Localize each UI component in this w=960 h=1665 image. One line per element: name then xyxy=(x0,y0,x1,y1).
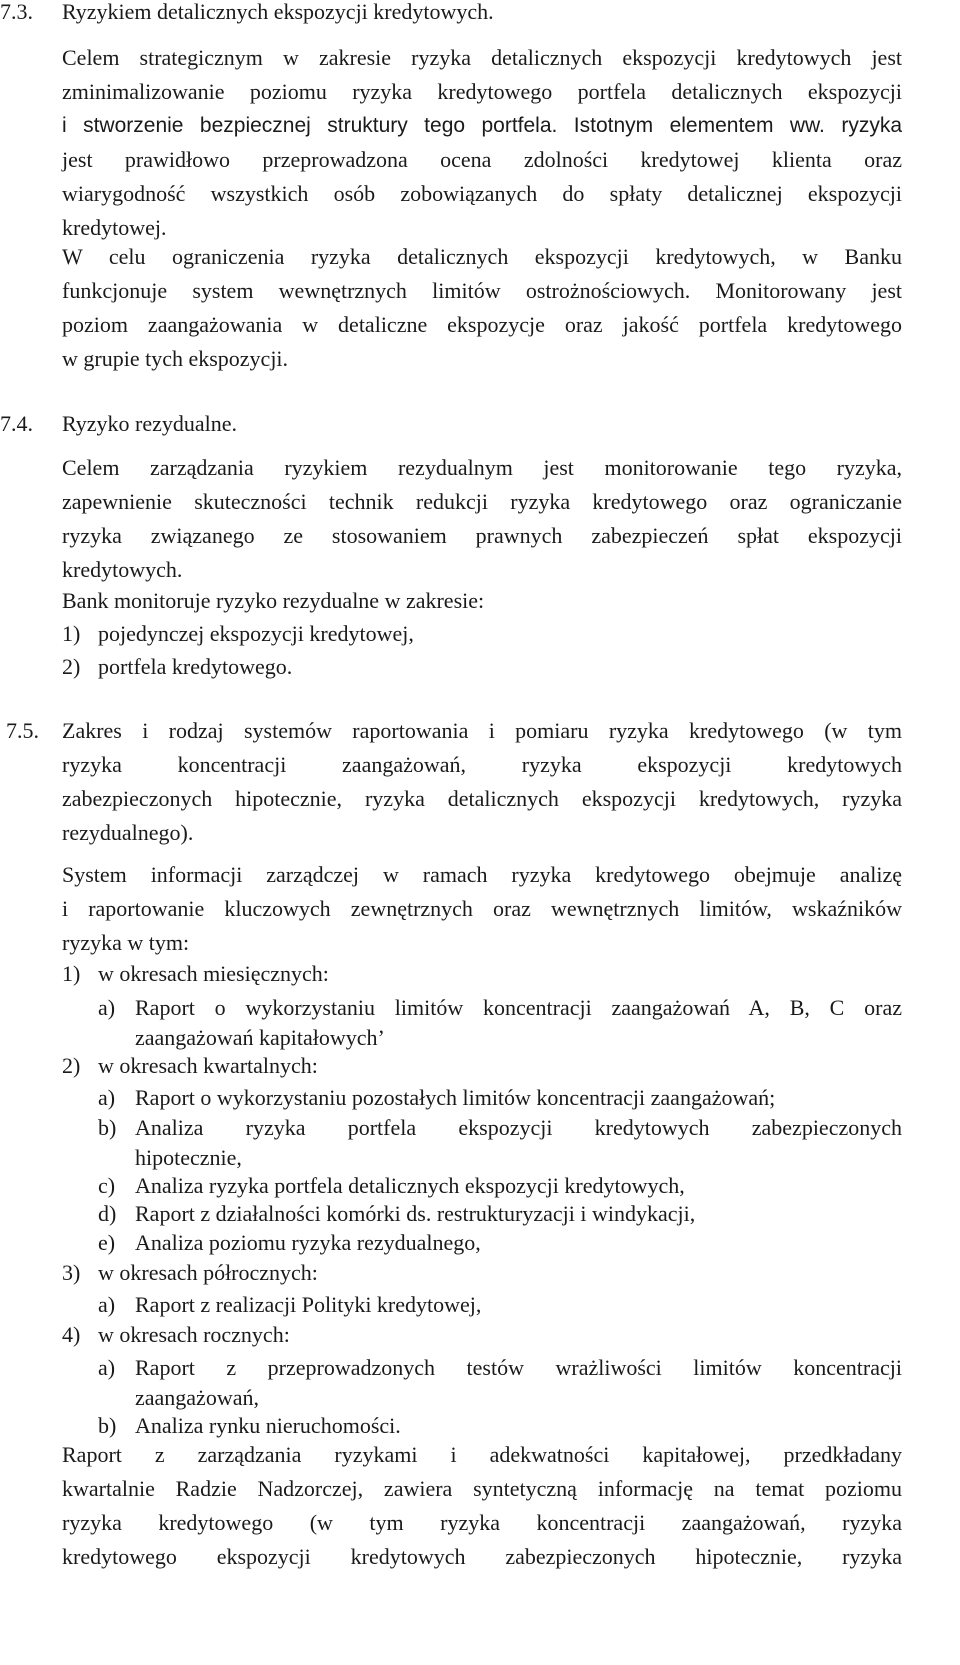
report-letter: c) xyxy=(98,1173,116,1198)
text-line: funkcjonuje system wewnętrznych limitów ostrożnościowych. Monitorowany jest xyxy=(62,278,902,303)
section-title-line: zabezpieczonych hipotecznie, ryzyka detalicznych ekspozycji kredytowych, ryzyka xyxy=(62,786,902,811)
section-title-block xyxy=(62,714,902,850)
section-title: Ryzyko rezydualne. xyxy=(62,411,238,436)
report-letter: e) xyxy=(98,1230,116,1255)
report-text-line: hipotecznie, xyxy=(135,1145,242,1170)
text-line: jest prawidłowo przeprowadzona ocena zdolności kredytowej klienta oraz xyxy=(62,147,902,172)
text-line: poziom zaangażowania w detaliczne ekspozycje oraz jakość portfela kredytowego xyxy=(62,312,902,337)
paragraph-residual-scope: Bank monitoruje ryzyko rezydualne w zakresie: xyxy=(62,588,485,613)
list-number: 2) xyxy=(62,654,81,679)
text-line: wiarygodność wszystkich osób zobowiązanych do spłaty detalicznej ekspozycji xyxy=(62,181,902,206)
text-line: w grupie tych ekspozycji. xyxy=(62,346,289,371)
text-line: Celem strategicznym w zakresie ryzyka detalicznych ekspozycji kredytowych jest xyxy=(62,45,902,70)
text-line: kredytowych. xyxy=(62,557,183,582)
list-text: pojedynczej ekspozycji kredytowej, xyxy=(98,621,414,646)
report-letter: a) xyxy=(98,1355,116,1380)
report-text: Analiza rynku nieruchomości. xyxy=(135,1413,401,1438)
text-line: zapewnienie skuteczności technik redukcji ryzyka kredytowego oraz ograniczanie xyxy=(62,489,902,514)
report-letter: d) xyxy=(98,1201,117,1226)
text-line: Celem zarządzania ryzykiem rezydualnym jest monitorowanie tego ryzyka, xyxy=(62,455,902,480)
list-number: 1) xyxy=(62,961,81,986)
report-letter: a) xyxy=(98,1085,116,1110)
list-number: 2) xyxy=(62,1053,81,1078)
list-text: w okresach rocznych: xyxy=(98,1322,290,1347)
section-title-line: rezydualnego). xyxy=(62,820,194,845)
report-letter: b) xyxy=(98,1115,117,1140)
report-letter: a) xyxy=(98,1292,116,1317)
paragraph-retail-limits xyxy=(62,240,902,376)
report-text: Raport z działalności komórki ds. restrukturyzacji i windykacji, xyxy=(135,1201,696,1226)
list-number: 3) xyxy=(62,1260,81,1285)
text-line: zminimalizowanie poziomu ryzyka kredytowego portfela detalicznych ekspozycji xyxy=(62,79,902,104)
text-line: W celu ograniczenia ryzyka detalicznych ekspozycji kredytowych, w Banku xyxy=(62,244,902,269)
text-line: i stworzenie bezpiecznej struktury tego portfela. Istotnym elementem ww. ryzyka xyxy=(62,114,902,137)
text-line: kredytowego ekspozycji kredytowych zabezpieczonych hipotecznie, ryzyka xyxy=(62,1544,902,1569)
section-number: 7.3. xyxy=(0,0,33,24)
text-line: ryzyka w tym: xyxy=(62,930,190,955)
list-text: w okresach miesięcznych: xyxy=(98,961,329,986)
text-line: kredytowej. xyxy=(62,215,167,240)
paragraph-residual-goal xyxy=(62,451,902,587)
text-line: ryzyka kredytowego (w tym ryzyka koncentracji zaangażowań, ryzyka xyxy=(62,1510,902,1535)
section-title-line: ryzyka koncentracji zaangażowań, ryzyka ekspozycji kredytowych xyxy=(62,752,902,777)
report-text-line: zaangażowań kapitałowych’ xyxy=(135,1025,385,1050)
section-number: 7.4. xyxy=(0,411,33,436)
section-title: Ryzykiem detalicznych ekspozycji kredytowych. xyxy=(62,0,494,24)
text-line: ryzyka związanego ze stosowaniem prawnych zabezpieczeń spłat ekspozycji xyxy=(62,523,902,548)
report-text xyxy=(135,1111,902,1171)
list-number: 1) xyxy=(62,621,81,646)
paragraph-mis-intro xyxy=(62,858,902,960)
text-line: i raportowanie kluczowych zewnętrznych oraz wewnętrznych limitów, wskaźników xyxy=(62,896,902,921)
list-number: 4) xyxy=(62,1322,81,1347)
report-text: Raport z realizacji Polityki kredytowej, xyxy=(135,1292,482,1317)
report-text: Analiza ryzyka portfela detalicznych ekspozycji kredytowych, xyxy=(135,1173,685,1198)
list-text: w okresach kwartalnych: xyxy=(98,1053,318,1078)
report-letter: a) xyxy=(98,995,116,1020)
report-text xyxy=(135,991,902,1051)
list-text: portfela kredytowego. xyxy=(98,654,293,679)
paragraph-retail-goal xyxy=(62,41,902,245)
list-text: w okresach półrocznych: xyxy=(98,1260,318,1285)
paragraph-board-report xyxy=(62,1438,902,1574)
text-line: System informacji zarządczej w ramach ryzyka kredytowego obejmuje analizę xyxy=(62,862,902,887)
report-letter: b) xyxy=(98,1413,117,1438)
section-title-line: Zakres i rodzaj systemów raportowania i pomiaru ryzyka kredytowego (w tym xyxy=(62,718,902,743)
report-text-line: Analiza ryzyka portfela ekspozycji kredytowych zabezpieczonych xyxy=(135,1115,902,1140)
report-text: Raport o wykorzystaniu pozostałych limitów koncentracji zaangażowań; xyxy=(135,1085,776,1110)
section-number: 7.5. xyxy=(6,718,39,743)
report-text: Analiza poziomu ryzyka rezydualnego, xyxy=(135,1230,481,1255)
text-line: kwartalnie Radzie Nadzorczej, zawiera syntetyczną informację na temat poziomu xyxy=(62,1476,902,1501)
report-text-line: Raport o wykorzystaniu limitów koncentracji zaangażowań A, B, C oraz xyxy=(135,995,902,1020)
text-line: Raport z zarządzania ryzykami i adekwatności kapitałowej, przedkładany xyxy=(62,1442,902,1467)
report-text xyxy=(135,1351,902,1411)
report-text-line: zaangażowań, xyxy=(135,1385,259,1410)
report-text-line: Raport z przeprowadzonych testów wrażliwości limitów koncentracji xyxy=(135,1355,902,1380)
